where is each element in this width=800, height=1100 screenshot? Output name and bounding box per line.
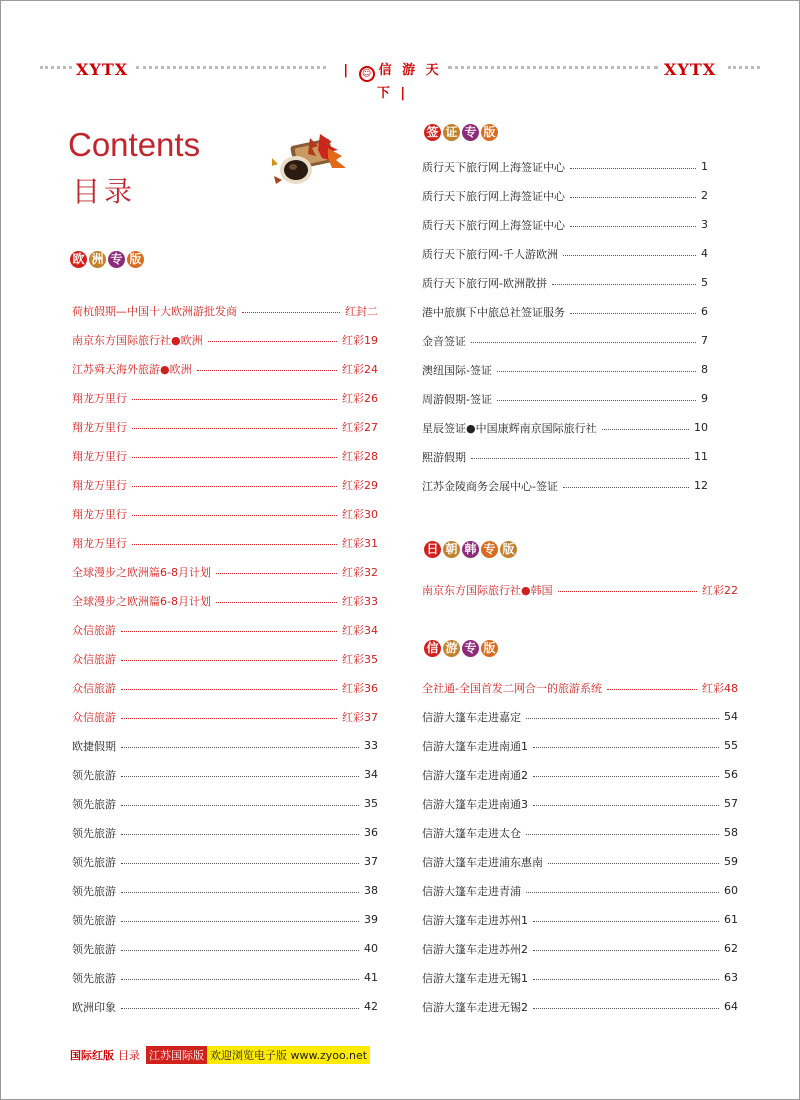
toc-leader-dots xyxy=(121,863,359,864)
section-title-jpkr xyxy=(424,541,517,558)
footer xyxy=(70,1046,370,1064)
toc-leader-dots xyxy=(216,602,337,603)
toc-leader-dots xyxy=(121,892,359,893)
toc-entry[interactable] xyxy=(422,702,738,731)
toc-entry-page: 64 xyxy=(724,1000,738,1013)
toc-entry-page: 红封二 xyxy=(345,304,378,318)
toc-entry-page: 42 xyxy=(364,1000,378,1013)
toc-entry[interactable] xyxy=(72,963,378,992)
toc-leader-dots xyxy=(121,950,359,951)
toc-leader-dots xyxy=(471,342,696,343)
toc-leader-dots xyxy=(121,747,359,748)
toc-leader-dots xyxy=(121,921,359,922)
section-title-char: 信 xyxy=(424,640,441,657)
toc-entry[interactable] xyxy=(422,818,738,847)
toc-entry-page: 56 xyxy=(724,768,738,781)
toc-entry-title: 南京东方国际旅行社●欧洲 xyxy=(72,333,203,347)
toc-entry-title: 翔龙万里行 xyxy=(72,420,127,434)
toc-entry-title: 全球漫步之欧洲篇6-8月计划 xyxy=(72,565,211,579)
toc-entry-page: 55 xyxy=(724,739,738,752)
toc-leader-dots xyxy=(471,458,689,459)
toc-entry-page: 2 xyxy=(701,189,708,202)
toc-visa xyxy=(422,152,708,500)
toc-entry-title: 全球漫步之欧洲篇6-8月计划 xyxy=(72,594,211,608)
toc-entry[interactable] xyxy=(72,470,378,499)
toc-entry-page: 60 xyxy=(724,884,738,897)
toc-entry-title: 质行天下旅行网-欧洲散拼 xyxy=(422,276,547,290)
toc-leader-dots xyxy=(132,544,337,545)
toc-entry[interactable] xyxy=(422,876,738,905)
toc-entry-page: 33 xyxy=(364,739,378,752)
toc-entry-page: 红彩32 xyxy=(342,565,378,579)
header-bar: | xyxy=(400,86,409,101)
section-title-char: 洲 xyxy=(89,251,106,268)
toc-entry-title: 翔龙万里行 xyxy=(72,391,127,405)
toc-leader-dots xyxy=(121,631,337,632)
toc-entry-title: 众信旅游 xyxy=(72,623,116,637)
toc-entry-page: 10 xyxy=(694,421,708,434)
toc-entry[interactable] xyxy=(422,210,708,239)
toc-entry-page: 4 xyxy=(701,247,708,260)
toc-entry-page: 9 xyxy=(701,392,708,405)
toc-leader-dots xyxy=(558,591,697,592)
header-dots-left-1 xyxy=(40,66,72,69)
toc-entry-page: 41 xyxy=(364,971,378,984)
toc-entry-page: 红彩36 xyxy=(342,681,378,695)
header-brand-left: XYTX xyxy=(76,60,129,79)
toc-entry-page: 38 xyxy=(364,884,378,897)
toc-leader-dots xyxy=(121,689,337,690)
toc-leader-dots xyxy=(533,950,719,951)
toc-entry-title: 领先旅游 xyxy=(72,855,116,869)
toc-entry-title: 周游假期-签证 xyxy=(422,392,492,406)
toc-leader-dots xyxy=(121,805,359,806)
toc-entry[interactable] xyxy=(422,905,738,934)
toc-leader-dots xyxy=(533,805,719,806)
toc-entry-page: 红彩30 xyxy=(342,507,378,521)
toc-entry-title: 信游大篷车走进苏州1 xyxy=(422,913,528,927)
toc-entry-page: 3 xyxy=(701,218,708,231)
header-dots-right-2 xyxy=(728,66,760,69)
toc-entry-title: 众信旅游 xyxy=(72,652,116,666)
toc-leader-dots xyxy=(132,515,337,516)
toc-entry[interactable] xyxy=(422,268,708,297)
toc-leader-dots xyxy=(533,1008,719,1009)
toc-leader-dots xyxy=(607,689,697,690)
toc-leader-dots xyxy=(570,197,696,198)
toc-leader-dots xyxy=(570,168,696,169)
toc-entry-title: 质行天下旅行网上海签证中心 xyxy=(422,189,565,203)
toc-leader-dots xyxy=(497,400,696,401)
toc-entry-title: 信游大篷车走进无锡2 xyxy=(422,1000,528,1014)
toc-entry[interactable] xyxy=(72,441,378,470)
toc-entry-title: 质行天下旅行网-千人游欧洲 xyxy=(422,247,558,261)
toc-entry-page: 1 xyxy=(701,160,708,173)
toc-leader-dots xyxy=(563,255,696,256)
toc-entry[interactable] xyxy=(72,412,378,441)
toc-entry-page: 红彩34 xyxy=(342,623,378,637)
toc-entry-title: 江苏舜天海外旅游●欧洲 xyxy=(72,362,192,376)
toc-leader-dots xyxy=(497,371,696,372)
toc-entry[interactable] xyxy=(422,963,738,992)
toc-entry-page: 61 xyxy=(724,913,738,926)
section-title-europe xyxy=(70,251,144,268)
toc-entry-title: 信游大篷车走进无锡1 xyxy=(422,971,528,985)
section-title-char: 专 xyxy=(462,640,479,657)
section-title-char: 签 xyxy=(424,124,441,141)
toc-entry-title: 信游大篷车走进太仓 xyxy=(422,826,521,840)
toc-europe xyxy=(72,296,378,1021)
section-title-xinyou xyxy=(424,640,498,657)
toc-leader-dots xyxy=(548,863,719,864)
section-title-char: 日 xyxy=(424,541,441,558)
toc-entry-page: 57 xyxy=(724,797,738,810)
toc-entry-page: 59 xyxy=(724,855,738,868)
toc-entry-title: 翔龙万里行 xyxy=(72,478,127,492)
toc-entry[interactable] xyxy=(422,152,708,181)
contents-title-cn: 目录 xyxy=(72,175,137,208)
toc-entry[interactable] xyxy=(422,731,738,760)
toc-entry-page: 红彩33 xyxy=(342,594,378,608)
toc-entry-title: 信游大篷车走进南通1 xyxy=(422,739,528,753)
toc-entry[interactable] xyxy=(72,847,378,876)
toc-leader-dots xyxy=(132,399,337,400)
coffee-leaves-decoration-icon xyxy=(262,128,352,194)
toc-entry-title: 全社通-全国首发二网合一的旅游系统 xyxy=(422,681,602,695)
toc-entry[interactable] xyxy=(72,383,378,412)
section-title-char: 专 xyxy=(481,541,498,558)
toc-entry[interactable] xyxy=(72,354,378,383)
toc-entry-page: 11 xyxy=(694,450,708,463)
toc-entry-title: 领先旅游 xyxy=(72,913,116,927)
section-title-visa xyxy=(424,124,498,141)
toc-entry-page: 红彩19 xyxy=(342,333,378,347)
toc-entry-page: 红彩37 xyxy=(342,710,378,724)
toc-leader-dots xyxy=(526,718,719,719)
toc-entry-page: 红彩31 xyxy=(342,536,378,550)
toc-entry[interactable] xyxy=(422,471,708,500)
toc-entry[interactable] xyxy=(72,731,378,760)
header-bar: | xyxy=(343,63,352,78)
toc-entry-title: 翔龙万里行 xyxy=(72,536,127,550)
toc-entry[interactable] xyxy=(422,239,708,268)
toc-leader-dots xyxy=(563,487,689,488)
toc-entry[interactable] xyxy=(72,905,378,934)
toc-entry[interactable] xyxy=(422,413,708,442)
toc-entry[interactable] xyxy=(72,673,378,702)
toc-entry-page: 8 xyxy=(701,363,708,376)
toc-entry[interactable] xyxy=(72,789,378,818)
toc-entry-title: 众信旅游 xyxy=(72,681,116,695)
toc-entry-title: 熙游假期 xyxy=(422,450,466,464)
toc-entry-page: 6 xyxy=(701,305,708,318)
toc-leader-dots xyxy=(602,429,689,430)
section-title-char: 韩 xyxy=(462,541,479,558)
toc-entry-page: 红彩29 xyxy=(342,478,378,492)
toc-entry-title: 港中旅旗下中旅总社签证服务 xyxy=(422,305,565,319)
toc-entry-title: 信游大篷车走进南通3 xyxy=(422,797,528,811)
section-title-char: 版 xyxy=(481,124,498,141)
toc-entry-title: 领先旅游 xyxy=(72,884,116,898)
toc-entry-title: 信游大篷车走进南通2 xyxy=(422,768,528,782)
toc-jpkr xyxy=(422,575,738,604)
toc-entry-title: 欧洲印象 xyxy=(72,1000,116,1014)
toc-entry-page: 34 xyxy=(364,768,378,781)
toc-entry-title: 信游大篷车走进苏州2 xyxy=(422,942,528,956)
toc-leader-dots xyxy=(197,370,337,371)
toc-entry[interactable] xyxy=(422,326,708,355)
toc-entry[interactable] xyxy=(422,355,708,384)
toc-entry-page: 7 xyxy=(701,334,708,347)
toc-entry-page: 37 xyxy=(364,855,378,868)
toc-entry[interactable] xyxy=(422,934,738,963)
section-title-char: 证 xyxy=(443,124,460,141)
toc-entry-title: 领先旅游 xyxy=(72,942,116,956)
section-title-char: 专 xyxy=(462,124,479,141)
toc-xinyou xyxy=(422,673,738,1021)
toc-leader-dots xyxy=(121,660,337,661)
toc-entry-title: 南京东方国际旅行社●韩国 xyxy=(422,583,553,597)
toc-entry-page: 63 xyxy=(724,971,738,984)
toc-leader-dots xyxy=(208,341,337,342)
toc-leader-dots xyxy=(552,284,696,285)
toc-leader-dots xyxy=(121,776,359,777)
toc-entry-title: 江苏金陵商务会展中心-签证 xyxy=(422,479,558,493)
toc-entry-title: 领先旅游 xyxy=(72,971,116,985)
section-title-char: 欧 xyxy=(70,251,87,268)
toc-leader-dots xyxy=(533,979,719,980)
toc-leader-dots xyxy=(526,892,719,893)
toc-entry-title: 金音签证 xyxy=(422,334,466,348)
section-title-char: 专 xyxy=(108,251,125,268)
toc-entry[interactable] xyxy=(422,992,738,1021)
section-title-char: 版 xyxy=(127,251,144,268)
toc-entry-title: 信游大篷车走进浦东惠南 xyxy=(422,855,543,869)
toc-entry-page: 红彩35 xyxy=(342,652,378,666)
toc-entry[interactable] xyxy=(422,760,738,789)
toc-entry[interactable] xyxy=(72,296,378,325)
header-dots-right-1 xyxy=(448,66,658,69)
toc-leader-dots xyxy=(132,457,337,458)
toc-entry-title: 欧捷假期 xyxy=(72,739,116,753)
toc-leader-dots xyxy=(121,1008,359,1009)
toc-leader-dots xyxy=(132,486,337,487)
header-center-text: 信 游 天 下 xyxy=(376,63,442,101)
section-title-char: 版 xyxy=(481,640,498,657)
toc-entry[interactable] xyxy=(72,760,378,789)
section-title-char: 朝 xyxy=(443,541,460,558)
toc-entry-page: 54 xyxy=(724,710,738,723)
footer-welcome-link[interactable]: 欢迎浏览电子版 www.zyoo.net xyxy=(207,1046,370,1064)
toc-entry-page: 36 xyxy=(364,826,378,839)
toc-entry[interactable] xyxy=(72,615,378,644)
toc-entry[interactable] xyxy=(72,557,378,586)
toc-entry-page: 5 xyxy=(701,276,708,289)
toc-entry-title: 星辰签证●中国康辉南京国际旅行社 xyxy=(422,421,597,435)
footer-badge: 江苏国际版 xyxy=(146,1046,207,1064)
footer-section: 目录 xyxy=(118,1049,140,1062)
toc-entry-title: 翔龙万里行 xyxy=(72,507,127,521)
header-center xyxy=(335,59,450,101)
toc-entry[interactable] xyxy=(422,384,708,413)
toc-entry[interactable] xyxy=(72,992,378,1021)
toc-entry[interactable] xyxy=(422,442,708,471)
toc-leader-dots xyxy=(132,428,337,429)
toc-leader-dots xyxy=(121,834,359,835)
toc-leader-dots xyxy=(570,313,696,314)
toc-entry-title: 澳纽国际-签证 xyxy=(422,363,492,377)
toc-entry[interactable] xyxy=(422,847,738,876)
toc-entry-title: 荷杭假期—中国十大欧洲游批发商 xyxy=(72,304,237,318)
toc-entry-page: 39 xyxy=(364,913,378,926)
toc-entry[interactable] xyxy=(422,575,738,604)
toc-entry[interactable] xyxy=(422,789,738,818)
toc-entry-title: 领先旅游 xyxy=(72,797,116,811)
toc-entry-page: 红彩22 xyxy=(702,583,738,597)
toc-entry-title: 翔龙万里行 xyxy=(72,449,127,463)
toc-entry-page: 红彩26 xyxy=(342,391,378,405)
toc-entry-title: 质行天下旅行网上海签证中心 xyxy=(422,160,565,174)
section-title-char: 版 xyxy=(500,541,517,558)
toc-leader-dots xyxy=(216,573,337,574)
toc-leader-dots xyxy=(533,747,719,748)
toc-leader-dots xyxy=(526,834,719,835)
toc-entry-title: 领先旅游 xyxy=(72,768,116,782)
toc-entry[interactable] xyxy=(72,818,378,847)
contents-title-en: Contents xyxy=(68,126,201,163)
toc-entry-title: 信游大篷车走进嘉定 xyxy=(422,710,521,724)
toc-entry[interactable] xyxy=(72,325,378,354)
toc-entry[interactable] xyxy=(72,644,378,673)
header-brand-right: XYTX xyxy=(664,60,717,79)
toc-leader-dots xyxy=(121,718,337,719)
footer-edition: 国际红版 xyxy=(70,1049,114,1062)
toc-entry-page: 62 xyxy=(724,942,738,955)
toc-entry[interactable] xyxy=(72,499,378,528)
toc-entry[interactable] xyxy=(422,297,708,326)
smiley-icon: ☺ xyxy=(359,66,375,82)
toc-entry[interactable] xyxy=(72,702,378,731)
toc-entry-title: 众信旅游 xyxy=(72,710,116,724)
toc-entry-page: 40 xyxy=(364,942,378,955)
toc-entry[interactable] xyxy=(422,181,708,210)
toc-entry[interactable] xyxy=(422,673,738,702)
toc-leader-dots xyxy=(533,776,719,777)
toc-entry-page: 红彩27 xyxy=(342,420,378,434)
toc-entry-page: 58 xyxy=(724,826,738,839)
toc-entry-page: 红彩24 xyxy=(342,362,378,376)
toc-entry[interactable] xyxy=(72,876,378,905)
section-title-char: 游 xyxy=(443,640,460,657)
toc-leader-dots xyxy=(533,921,719,922)
toc-leader-dots xyxy=(570,226,696,227)
toc-entry-title: 信游大篷车走进青浦 xyxy=(422,884,521,898)
toc-entry-title: 质行天下旅行网上海签证中心 xyxy=(422,218,565,232)
toc-entry[interactable] xyxy=(72,934,378,963)
header-dots-left-2 xyxy=(136,66,326,69)
toc-entry-page: 12 xyxy=(694,479,708,492)
toc-entry[interactable] xyxy=(72,586,378,615)
toc-entry-page: 35 xyxy=(364,797,378,810)
toc-leader-dots xyxy=(121,979,359,980)
toc-entry[interactable] xyxy=(72,528,378,557)
toc-entry-title: 领先旅游 xyxy=(72,826,116,840)
toc-entry-page: 红彩28 xyxy=(342,449,378,463)
toc-entry-page: 红彩48 xyxy=(702,681,738,695)
toc-leader-dots xyxy=(242,312,340,313)
